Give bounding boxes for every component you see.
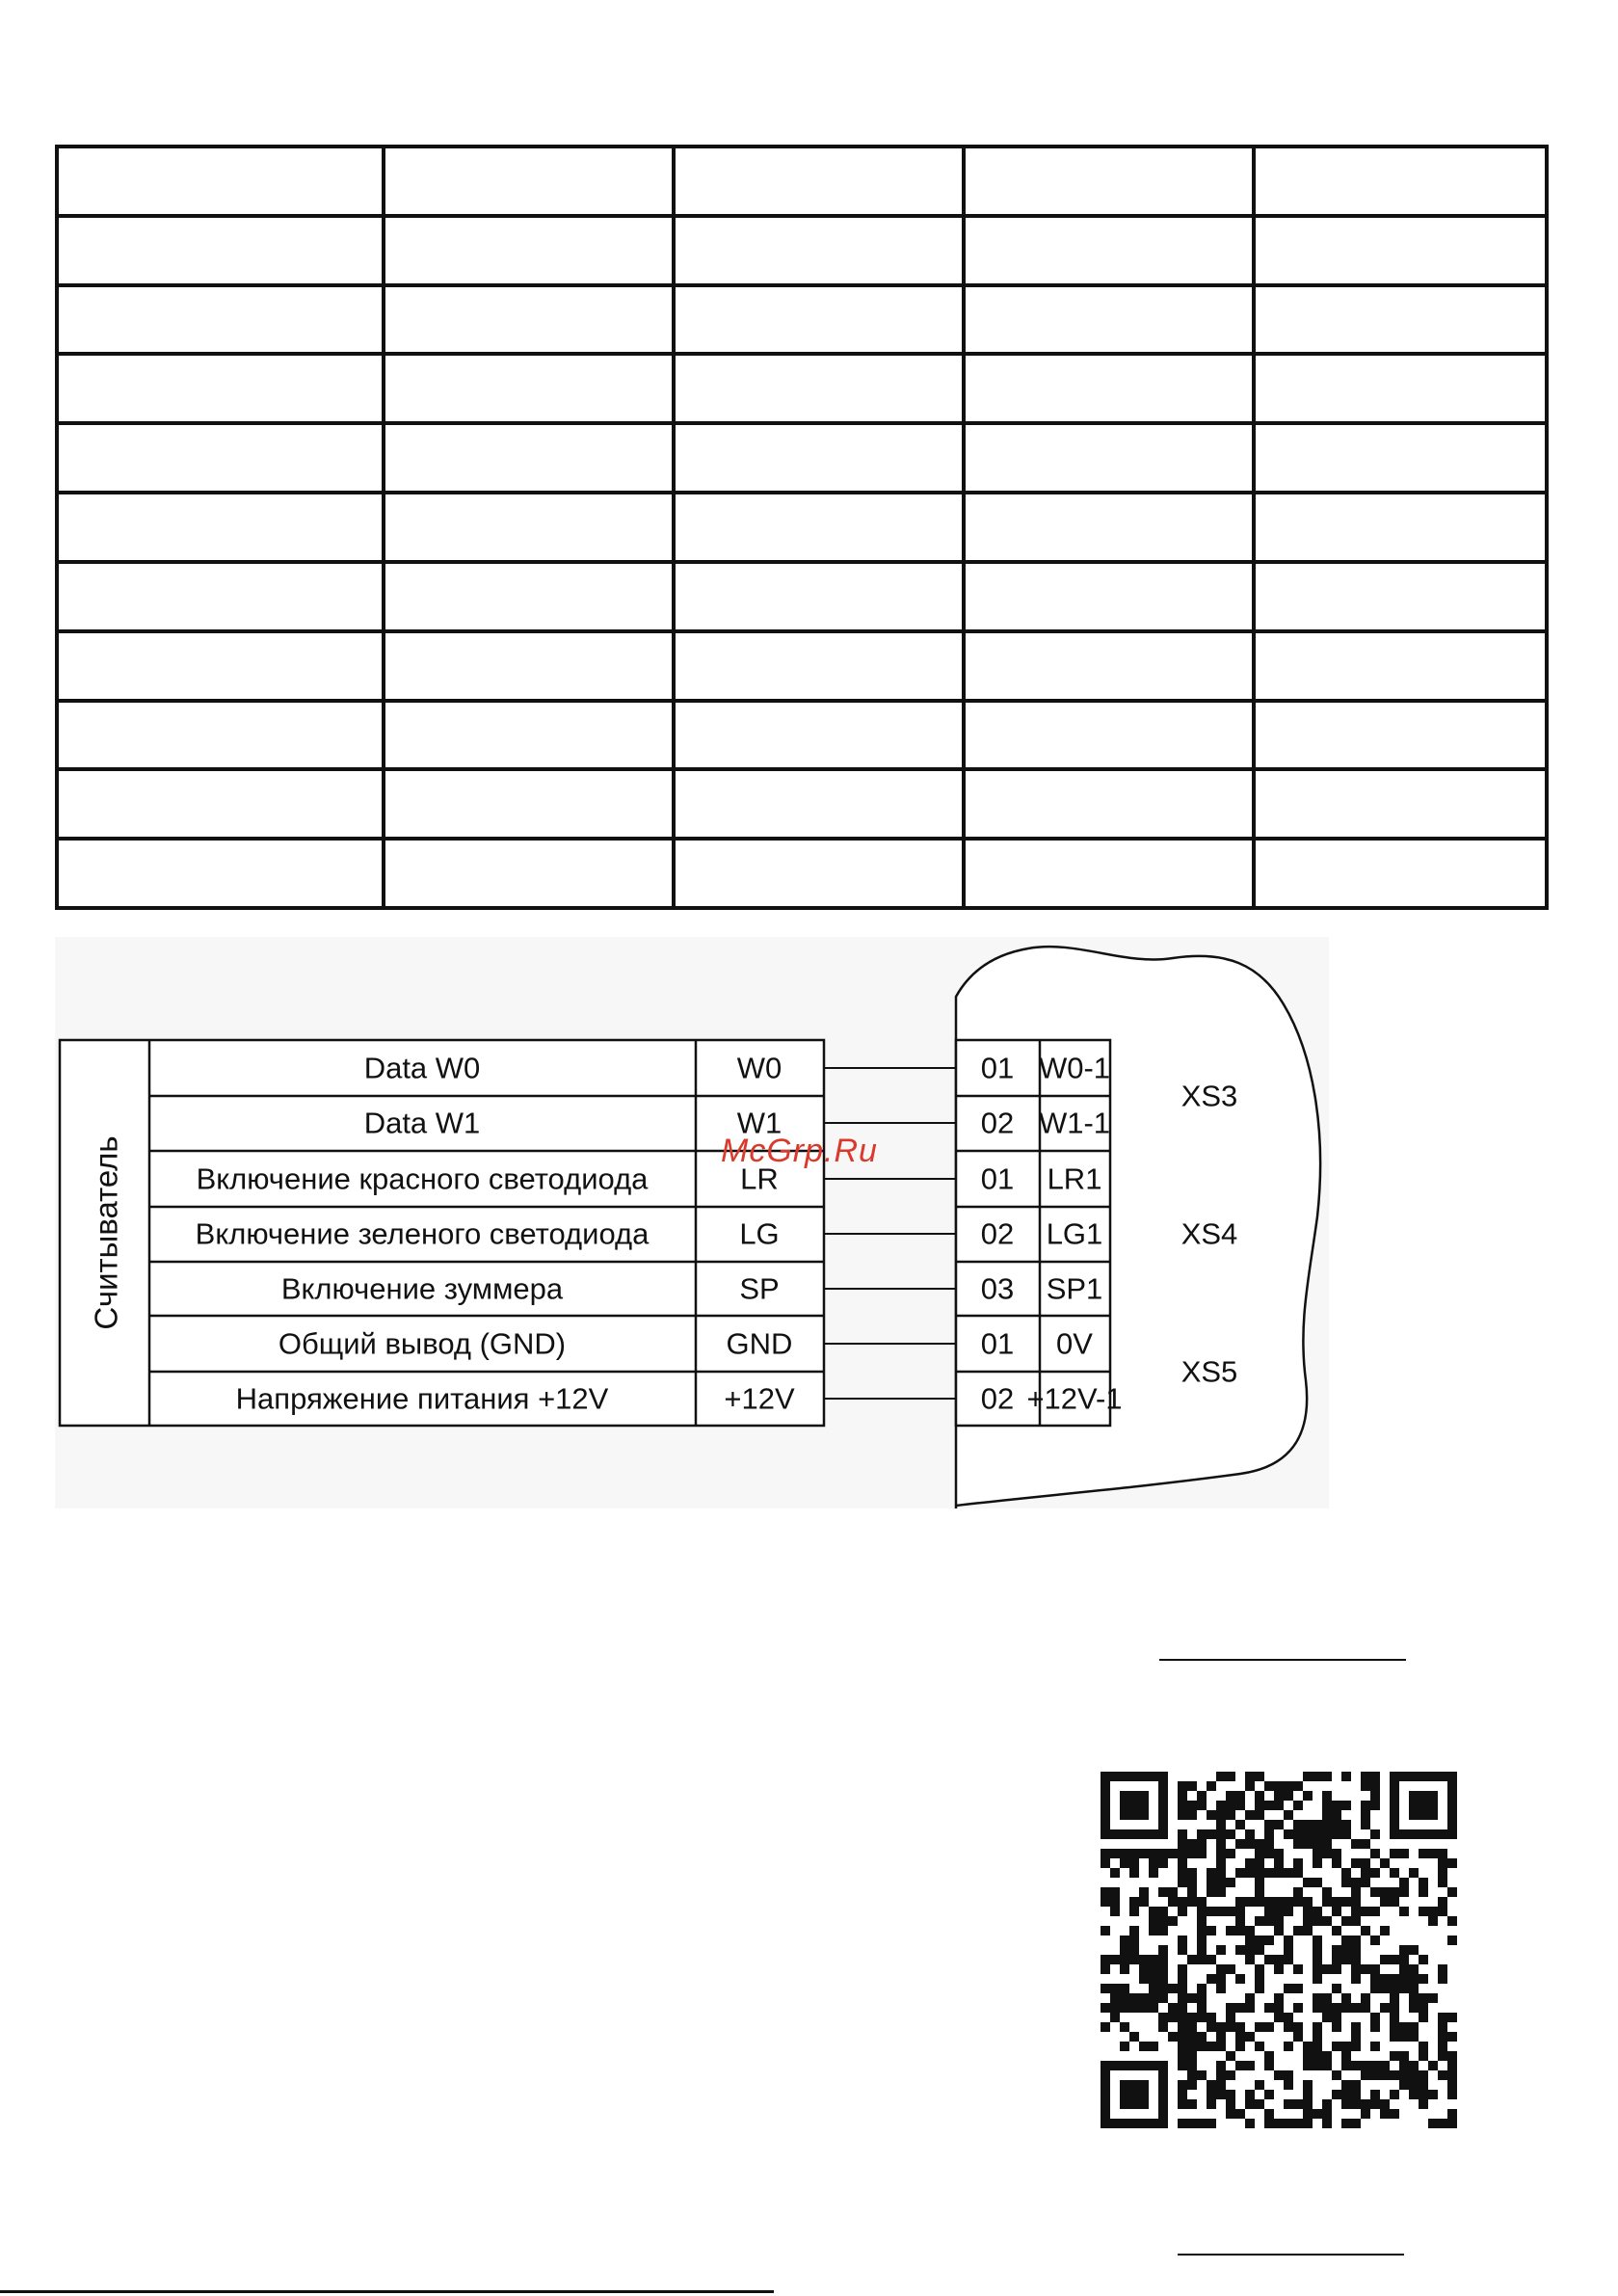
table-row [57,216,1547,285]
empty-grid-table [55,145,1549,910]
terminal-label: LR1 [1047,1161,1102,1196]
pin-number: 01 [980,1161,1015,1196]
connector-label-xs5: XS5 [1180,1354,1238,1389]
qr-code [1101,1772,1457,2128]
pin-number: 02 [980,1106,1015,1140]
wiring-diagram [55,937,1329,1508]
pin-number: 02 [980,1381,1015,1416]
signature-line-bottom [1178,2254,1404,2256]
table-row [57,493,1547,562]
table-row [57,354,1547,423]
signal-description: Data W0 [363,1051,481,1085]
pin-number: 02 [980,1216,1015,1251]
footer-divider-line [0,2290,774,2293]
pin-number: 01 [980,1326,1015,1361]
signal-code: W0 [736,1051,782,1085]
pin-number: 01 [980,1051,1015,1085]
signal-description: Включение зуммера [280,1271,564,1306]
signature-line-top [1159,1659,1406,1661]
connector-label-xs3: XS3 [1180,1079,1238,1113]
watermark-text: McGrp.Ru [721,1133,878,1169]
signal-code: LR [740,1161,779,1196]
reader-label: Считыватель [88,1135,124,1330]
pin-number: 03 [980,1271,1015,1306]
connector-label-xs4: XS4 [1180,1216,1238,1251]
terminal-label: 0V [1056,1326,1093,1361]
table-row [57,562,1547,631]
terminal-label: LG1 [1046,1216,1103,1251]
signal-code: LG [739,1216,780,1251]
terminal-label: SP1 [1046,1271,1103,1306]
signal-description: Data W1 [363,1106,481,1140]
signal-code: GND [726,1326,793,1361]
table-row [57,147,1547,216]
terminal-label: W1-1 [1038,1106,1111,1140]
signal-code: W1 [736,1106,782,1140]
signal-description: Включение зеленого светодиода [195,1216,650,1251]
table-row [57,423,1547,493]
signal-description: Напряжение питания +12V [235,1381,609,1416]
table-row [57,701,1547,770]
table-row [57,631,1547,701]
terminal-label: W0-1 [1038,1051,1111,1085]
signal-code: SP [739,1271,780,1306]
signal-code: +12V [724,1381,795,1416]
table-row [57,769,1547,839]
table-row [57,839,1547,908]
table-row [57,285,1547,355]
terminal-label: +12V-1 [1026,1381,1123,1416]
signal-description: Общий вывод (GND) [278,1326,567,1361]
signal-description: Включение красного светодиода [196,1161,649,1196]
